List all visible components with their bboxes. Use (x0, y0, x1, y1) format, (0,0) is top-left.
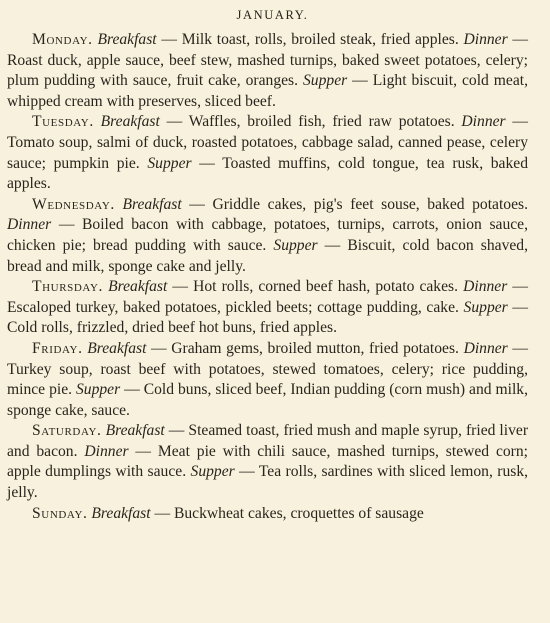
meal-label: Breakfast (91, 504, 151, 522)
meal-text: Biscuit, cold bacon shaved, bread and milk, sponge cake and jelly. (7, 236, 529, 275)
meal-text: Griddle cakes, pig's feet souse, baked potatoes. (212, 195, 528, 213)
day-entry-sunday: Sunday. Breakfast — Buckwheat cakes, croquettes of sausage (32, 504, 424, 522)
meal-label: Breakfast (122, 195, 182, 213)
meal-label: Dinner (463, 339, 508, 357)
meal-label: Supper (147, 154, 192, 172)
meal-text: Cold buns, sliced beef, Indian pudding (corn mush) and milk, sponge cake, sauce. (7, 381, 529, 419)
day-name: Thursday. (32, 278, 103, 296)
meal-label: Dinner (461, 113, 506, 131)
meal-text: Buckwheat cakes, croquettes of sausage (173, 504, 424, 522)
meal-text: Cold rolls, frizzled, dried beef hot buns, fried apples. (7, 319, 337, 337)
meal-label: Breakfast (105, 422, 165, 440)
meal-label: Dinner (463, 278, 508, 296)
day-name: Monday. (32, 31, 93, 48)
meal-text: Hot rolls, corned beef hash, potato cakes. (193, 278, 458, 296)
meal-label: Breakfast (100, 113, 160, 131)
meal-text: Tomato soup, salmi of duck, roasted potatoes, cabbage salad, canned pease, celery sauce; pumpkin pie. (7, 133, 528, 172)
day-entry-friday: Friday. Breakfast — Graham gems, broiled mutton, fried potatoes. Dinner — Turkey soup, roast beef with potatoes, stewed tomatoes, celery; rice pudding, mince pie. Supper — Cold buns, sliced beef, Indian pudding (corn mush) and milk, sponge cake, sauce. (7, 339, 529, 419)
meal-label: Breakfast (87, 339, 147, 357)
meal-label: Dinner (7, 216, 52, 234)
meal-label: Breakfast (108, 278, 168, 296)
day-entry-thursday: Thursday. Breakfast — Hot rolls, corned beef hash, potato cakes. Dinner — Escaloped turkey, baked potatoes, pickled beets; cottage pudding, cake. Supper — Cold rolls, frizzled, dried beef hot buns, fried apples. (7, 278, 528, 337)
meal-label: Breakfast (97, 31, 157, 48)
meal-text: Turkey soup, roast beef with potatoes, stewed tomatoes, celery; rice pudding, mince pie. (7, 360, 528, 399)
meal-text: Roast duck, apple sauce, beef stew, mashed turnips, baked sweet potatoes, celery; plum pudding with sauce, fruit cake, oranges. (7, 51, 528, 90)
meal-text: Waffles, broiled fish, fried raw potatoes. (188, 113, 455, 131)
meal-label: Supper (273, 236, 318, 254)
day-name: Saturday. (32, 422, 102, 440)
meal-text: Light biscuit, cold meat, whipped cream with preserves, sliced beef. (7, 72, 529, 110)
day-name: Friday. (32, 339, 83, 357)
day-name: Sunday. (32, 504, 88, 522)
day-entry-wednesday: Wednesday. Breakfast — Griddle cakes, pig's feet souse, baked potatoes. Dinner — Boiled bacon with cabbage, potatoes, turnips, carrots, onion sauce, chicken pie; bread pudding with sauce. Supper — Biscuit, cold bacon shaved, bread and milk, sponge cake and jelly. (7, 195, 529, 275)
meal-text: Tea rolls, sardines with sliced lemon, rusk, jelly. (7, 463, 529, 502)
meal-label: Dinner (84, 442, 129, 460)
day-entry-monday: Monday. Breakfast — Milk toast, rolls, broiled steak, fried apples. Dinner — Roast duck, apple sauce, beef stew, mashed turnips, baked sweet potatoes, celery; plum pudding with sauce, fruit cake, oranges. Supper — Light biscuit, cold meat, whipped cream with preserves, sliced beef. (7, 31, 529, 110)
meal-text: Toasted muffins, cold tongue, tea rusk, baked apples. (7, 154, 528, 193)
meal-text: Graham gems, broiled mutton, fried potatoes. (171, 339, 459, 357)
meal-text: Boiled bacon with cabbage, potatoes, turnips, carrots, onion sauce, chicken pie; bread pudding with sauce. (7, 216, 528, 254)
meal-text: Milk toast, rolls, broiled steak, fried apples. (181, 31, 459, 48)
meal-label: Supper (303, 72, 348, 90)
day-entry-saturday: Saturday. Breakfast — Steamed toast, fried mush and maple syrup, fried liver and bacon. Dinner — Meat pie with chili sauce, mashed turnips, stewed corn; apple dumplings with sauce. Supper — Tea rolls, sardines with sliced lemon, rusk, jelly. (7, 422, 529, 502)
meal-text: Escaloped turkey, baked potatoes, pickled beets; cottage pudding, cake. (7, 298, 459, 316)
running-head: JANUARY. (236, 8, 309, 22)
meal-label: Supper (190, 463, 235, 481)
day-name: Wednesday. (32, 195, 115, 213)
meal-label: Supper (463, 298, 508, 316)
day-entry-tuesday: Tuesday. Breakfast — Waffles, broiled fish, fried raw potatoes. Dinner — Tomato soup, salmi of duck, roasted potatoes, cabbage salad, canned pease, celery sauce; pumpkin pie. Supper — Toasted muffins, cold tongue, tea rusk, baked apples. (7, 113, 529, 193)
day-name: Tuesday. (32, 113, 94, 131)
meal-label: Supper (75, 381, 121, 399)
meal-text: Steamed toast, fried mush and maple syrup, fried liver and bacon. (7, 422, 529, 460)
meal-label: Dinner (463, 31, 508, 48)
meal-text: Meat pie with chili sauce, mashed turnips, stewed corn; apple dumplings with sauce. (7, 442, 528, 481)
